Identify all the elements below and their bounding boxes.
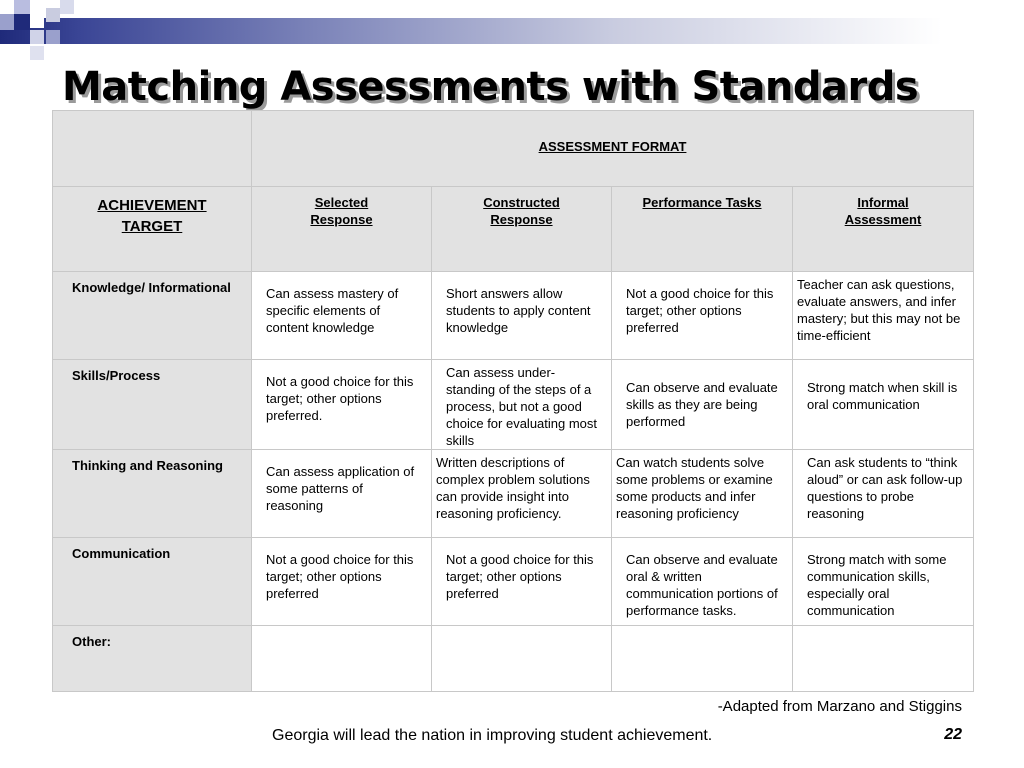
assessment-format-label: ASSESSMENT FORMAT: [538, 139, 687, 154]
matrix-cell: Can observe and evaluate oral & written communication portions of performance tasks.: [612, 538, 793, 626]
assessment-matrix-table: [52, 110, 974, 692]
row-label-skills-process: Skills/Process: [53, 360, 252, 450]
table-row: [53, 360, 974, 450]
decor-square: [46, 8, 60, 22]
column-header-label: Selected Response: [310, 195, 373, 227]
decor-square: [30, 14, 44, 28]
row-label-communication: Communication: [53, 538, 252, 626]
column-header-performance-tasks: [612, 187, 793, 272]
matrix-cell: [432, 626, 612, 692]
corner-cell: [53, 111, 252, 187]
decor-square: [14, 14, 30, 30]
matrix-cell: [612, 626, 793, 692]
matrix-cell: Strong match when skill is oral communication: [793, 360, 974, 450]
column-header-label: Constructed Response: [483, 195, 560, 227]
column-header-informal-assessment: [793, 187, 974, 272]
matrix-cell: Not a good choice for this target; other options preferred.: [252, 360, 432, 450]
row-label-thinking-reasoning: Thinking and Reasoning: [53, 450, 252, 538]
slide-title: Matching Assessments with Standards: [62, 64, 919, 110]
assessment-format-header: [252, 111, 974, 187]
table-row: [53, 626, 974, 692]
matrix-cell: Short answers allow students to apply content knowledge: [432, 272, 612, 360]
achievement-target-label: ACHIEVEMENT TARGET: [97, 197, 207, 235]
decor-square: [46, 30, 60, 44]
decor-square: [30, 30, 44, 44]
source-citation: -Adapted from Marzano and Stiggins: [717, 698, 962, 715]
matrix-cell: Can assess under-standing of the steps of a process, but not a good choice for evaluating most skills: [432, 360, 612, 450]
decor-square: [30, 46, 44, 60]
table-row: [53, 450, 974, 538]
matrix-cell: Can watch students solve some problems or examine some products and infer reasoning proficiency: [612, 450, 793, 538]
matrix-cell: Can ask students to “think aloud” or can ask follow-up questions to probe reasoning: [793, 450, 974, 538]
matrix-cell: [793, 626, 974, 692]
matrix-cell: Teacher can ask questions, evaluate answers, and infer mastery; but this may not be time-efficient: [793, 272, 974, 360]
matrix-cell: Written descriptions of complex problem solutions can provide insight into reasoning proficiency.: [432, 450, 612, 538]
column-header-label: Performance Tasks: [642, 195, 762, 210]
decor-square: [60, 0, 74, 14]
matrix-cell: Can observe and evaluate skills as they are being performed: [612, 360, 793, 450]
matrix-cell: Not a good choice for this target; other options preferred: [612, 272, 793, 360]
table-row: [53, 187, 974, 272]
row-label-knowledge: Knowledge/ Informational: [53, 272, 252, 360]
matrix-cell: Not a good choice for this target; other options preferred: [432, 538, 612, 626]
matrix-cell: Not a good choice for this target; other options preferred: [252, 538, 432, 626]
top-gradient-bar: [0, 18, 1024, 44]
achievement-target-header: [53, 187, 252, 272]
column-header-constructed-response: [432, 187, 612, 272]
matrix-cell: Can assess application of some patterns of reasoning: [252, 450, 432, 538]
matrix-cell: Can assess mastery of specific elements of content knowledge: [252, 272, 432, 360]
table-row: [53, 272, 974, 360]
page-number: 22: [944, 726, 962, 743]
table-row: [53, 538, 974, 626]
column-header-selected-response: [252, 187, 432, 272]
row-label-other: Other:: [53, 626, 252, 692]
table-row: [53, 111, 974, 187]
matrix-cell: [252, 626, 432, 692]
footer-slogan: Georgia will lead the nation in improving student achievement.: [272, 727, 713, 744]
matrix-cell: Strong match with some communication skills, especially oral communication: [793, 538, 974, 626]
column-header-label: Informal Assessment: [844, 195, 922, 227]
